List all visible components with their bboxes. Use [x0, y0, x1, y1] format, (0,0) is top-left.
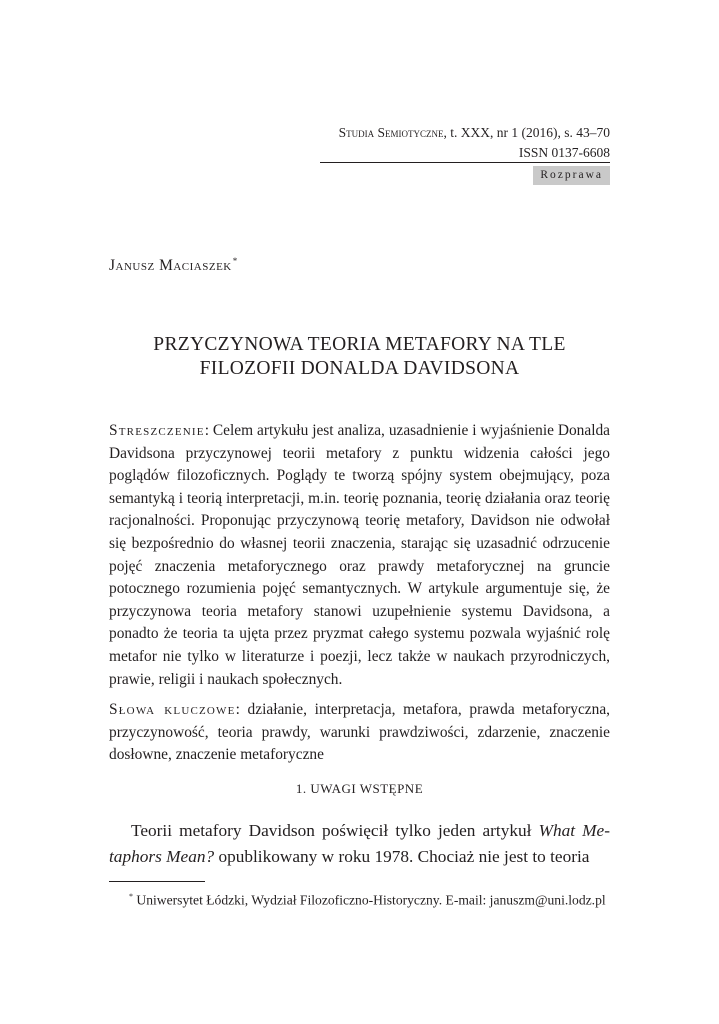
section-heading: 1. UWAGI WSTĘPNE — [295, 781, 424, 796]
author-line — [109, 256, 238, 275]
body-paragraph — [109, 818, 610, 870]
keywords-text: : działanie, interpretacja, metafora, prawda metaforyczna, przyczynowość, teoria prawdy, warunki prawdziwości, zdarzenie, znaczenie dosłowne, znaczenie metaforyczne — [109, 701, 610, 764]
section-tag: Rozprawa — [533, 166, 610, 185]
header-rule — [320, 162, 610, 163]
abstract-paragraph — [109, 420, 610, 691]
body-text-start: Teorii metafory Davidson poświęcił tylko jeden artykuł — [131, 821, 539, 840]
footnote — [109, 887, 610, 911]
title-line-1: PRZYCZYNOWA TEORIA METAFORY NA TLE — [153, 334, 566, 355]
keywords-paragraph — [109, 699, 610, 767]
footnote-mark: * — [129, 892, 133, 901]
abstract-label: Streszczenie — [109, 422, 205, 439]
author-footnote-mark: * — [232, 256, 238, 266]
journal-details: , t. XXX, nr 1 (2016), s. 43–70 — [443, 125, 610, 140]
journal-issn: ISSN 0137-6608 — [518, 145, 610, 160]
cited-article-title: What Metaphors Mean? — [109, 821, 610, 866]
journal-header — [339, 123, 610, 163]
abstract-block — [109, 420, 610, 767]
footnote-text: Uniwersytet Łódzki, Wydział Filozoficzno-Historyczny. E-mail: januszm@uni.lodz.pl — [133, 892, 606, 908]
body-text-end: opublikowany w roku 1978. Chociaż nie jest to teoria — [214, 847, 590, 866]
article-title — [109, 333, 610, 381]
footnote-rule — [109, 881, 205, 882]
author-name: Janusz Maciaszek — [109, 257, 232, 275]
journal-citation — [339, 123, 610, 143]
keywords-label: Słowa kluczowe — [109, 701, 236, 719]
journal-name: Studia Semiotyczne — [338, 125, 444, 140]
title-line-2: FILOZOFII DONALDA DAVIDSONA — [199, 358, 520, 379]
abstract-text: : Celem artykułu jest analiza, uzasadnienie i wyjaśnienie Donalda Davidsona przyczynowej teorii metafory z punktu widzenia całości jego poglądów filozoficznych. Poglądy te tworzą spójny system obejmujący, poza semantyką i teorią interpretacji, m.in. teorię poznania, teorię działania oraz teorię racjonalności. Proponując przyczynową teorię metafory, Davidson nie odwołał się bezpośrednio do własnej teorii znaczenia, starając się uzasadnić odrzucenie pojęć znaczenia metaforycznego oraz prawdy metaforycznej na gruncie potocznego rozumienia pojęć semantycznych. W artykule argumentuje się, że przyczynowa teoria metafory stanowi uzupełnienie systemu Davidsona, a ponadto że teoria ta ujęta przez pryzmat całego systemu pozwala wyjaśnić rolę metafor nie tylko w literaturze i poezji, lecz także w naukach przyrodniczych, prawie, religii i naukach społecznych. — [109, 422, 610, 688]
